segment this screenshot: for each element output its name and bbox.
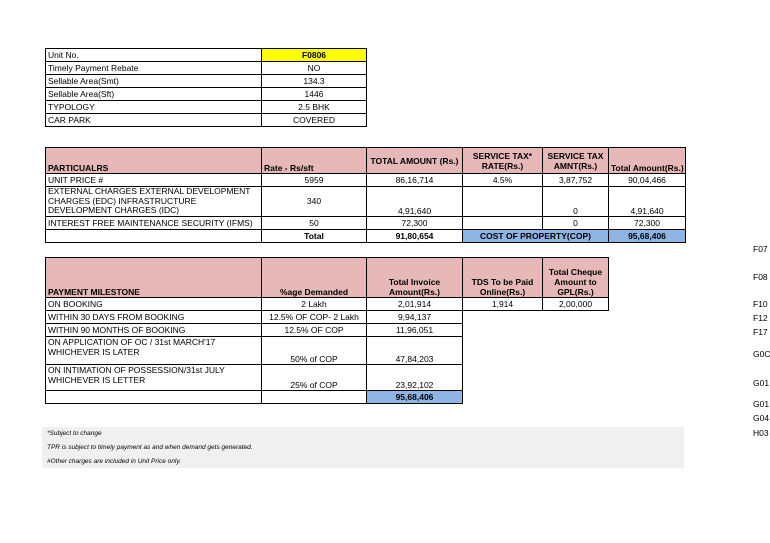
milestone-tds: 1,914: [463, 298, 543, 311]
milestone-label: WITHIN 30 DAYS FROM BOOKING: [46, 311, 262, 324]
unit-price-tax-amount: 3,87,752: [543, 174, 609, 187]
rebate-value: NO: [262, 62, 367, 75]
empty-cell: [543, 391, 609, 404]
milestone-invoice: 2,01,914: [367, 298, 463, 311]
edc-idc-tax-amount: 0: [543, 187, 609, 217]
typology-label: TYPOLOGY: [46, 101, 262, 114]
milestone-label: WITHIN 90 MONTHS OF BOOKING: [46, 324, 262, 337]
cop-label: COST OF PROPERTY(COP): [463, 229, 609, 242]
empty-cell: [543, 324, 609, 337]
empty-cell: [543, 311, 609, 324]
side-label: F08: [753, 272, 768, 282]
ifms-label: INTEREST FREE MAINTENANCE SECURITY (IFMS): [46, 216, 262, 229]
unit-price-label: UNIT PRICE #: [46, 174, 262, 187]
total-label: Total: [262, 229, 367, 242]
ifms-grand-total: 72,300: [609, 216, 686, 229]
note-tpr: TPR is subject to timely payment as and when demand gets generated.: [47, 444, 253, 451]
side-label: H03: [753, 428, 769, 438]
header-service-tax-rate: SERVICE TAX* RATE(Rs.): [463, 148, 543, 174]
edc-idc-rate: 340: [262, 187, 367, 217]
empty-cell: [463, 365, 543, 391]
ifms-rate: 50: [262, 216, 367, 229]
side-label: G04: [753, 413, 770, 423]
header-percentage-demanded: %age Demanded: [262, 258, 367, 298]
milestone-invoice: 11,96,051: [367, 324, 463, 337]
empty-cell: [463, 324, 543, 337]
side-label: F07: [753, 244, 768, 254]
area-sft-value: 1446: [262, 88, 367, 101]
rebate-label: Timely Payment Rebate: [46, 62, 262, 75]
milestone-percentage: 50% of COP: [262, 337, 367, 365]
header-payment-milestone: PAYMENT MILESTONE: [46, 258, 262, 298]
milestone-percentage: 2 Lakh: [262, 298, 367, 311]
milestone-total-spacer: [262, 391, 367, 404]
edc-idc-label: EXTERNAL CHARGES EXTERNAL DEVELOPMENT CHARGES (EDC) INFRASTRUCTURE DEVELOPMENT CHARGES (IDC): [46, 187, 262, 217]
unit-price-grand-total: 90,04,466: [609, 174, 686, 187]
header-total-amount: TOTAL AMOUNT (Rs.): [367, 148, 463, 174]
side-label: G01: [753, 378, 770, 388]
note-subject-to-change: *Subject to change: [47, 430, 102, 437]
side-label: G0C: [753, 349, 770, 359]
milestone-invoice: 9,94,137: [367, 311, 463, 324]
ifms-total: 72,300: [367, 216, 463, 229]
side-label: F10: [753, 299, 768, 309]
milestone-label: ON APPLICATION OF OC / 31st MARCH'17 WHICHEVER IS LATER: [46, 337, 262, 365]
header-total-invoice: Total Invoice Amount(Rs.): [367, 258, 463, 298]
header-particulars: PARTICUALRS: [46, 148, 262, 174]
ifms-tax-rate: [463, 216, 543, 229]
unit-no-value: F0806: [262, 49, 367, 62]
area-smt-value: 134.3: [262, 75, 367, 88]
side-label: F12: [753, 313, 768, 323]
milestone-invoice: 47,84,203: [367, 337, 463, 365]
milestone-percentage: 12.5% OF COP: [262, 324, 367, 337]
milestone-total-invoice: 95,68,406: [367, 391, 463, 404]
ifms-tax-amount: 0: [543, 216, 609, 229]
empty-cell: [543, 337, 609, 365]
area-sft-label: Sellable Area(Sft): [46, 88, 262, 101]
cop-value: 95,68,406: [609, 229, 686, 242]
edc-idc-tax-rate: [463, 187, 543, 217]
empty-cell: [463, 337, 543, 365]
total-row-spacer: [46, 229, 262, 242]
unit-no-label: Unit No.: [46, 49, 262, 62]
area-smt-label: Sellable Area(Smt): [46, 75, 262, 88]
header-rate: Rate - Rs/sft: [262, 148, 367, 174]
unit-price-tax-rate: 4.5%: [463, 174, 543, 187]
milestone-total-spacer: [46, 391, 262, 404]
milestone-invoice: 23,92,102: [367, 365, 463, 391]
unit-price-rate: 5959: [262, 174, 367, 187]
milestone-table: [45, 257, 609, 404]
pricing-table: [45, 147, 686, 243]
side-label: G01: [753, 399, 770, 409]
milestone-percentage: 25% of COP: [262, 365, 367, 391]
empty-cell: [463, 391, 543, 404]
empty-cell: [543, 365, 609, 391]
edc-idc-grand-total: 4,91,640: [609, 187, 686, 217]
total-amount: 91,80,654: [367, 229, 463, 242]
milestone-label: ON INTIMATION OF POSSESSION/31st JULY WHICHEVER IS LETTER: [46, 365, 262, 391]
milestone-cheque: 2,00,000: [543, 298, 609, 311]
car-park-label: CAR PARK: [46, 114, 262, 127]
car-park-value: COVERED: [262, 114, 367, 127]
note-other-charges: #Other charges are included in Unit Price only.: [47, 458, 181, 465]
header-tds: TDS To be Paid Online(Rs.): [463, 258, 543, 298]
empty-cell: [463, 311, 543, 324]
milestone-label: ON BOOKING: [46, 298, 262, 311]
milestone-percentage: 12.5% OF COP- 2 Lakh: [262, 311, 367, 324]
header-service-tax-amount: SERVICE TAX AMNT(Rs.): [543, 148, 609, 174]
edc-idc-total: 4,91,640: [367, 187, 463, 217]
header-cheque-amount: Total Cheque Amount to GPL(Rs.): [543, 258, 609, 298]
side-label: F17: [753, 327, 768, 337]
unit-info-table: [45, 48, 367, 127]
header-grand-total: Total Amount(Rs.): [609, 148, 686, 174]
typology-value: 2.5 BHK: [262, 101, 367, 114]
unit-price-total: 86,16,714: [367, 174, 463, 187]
